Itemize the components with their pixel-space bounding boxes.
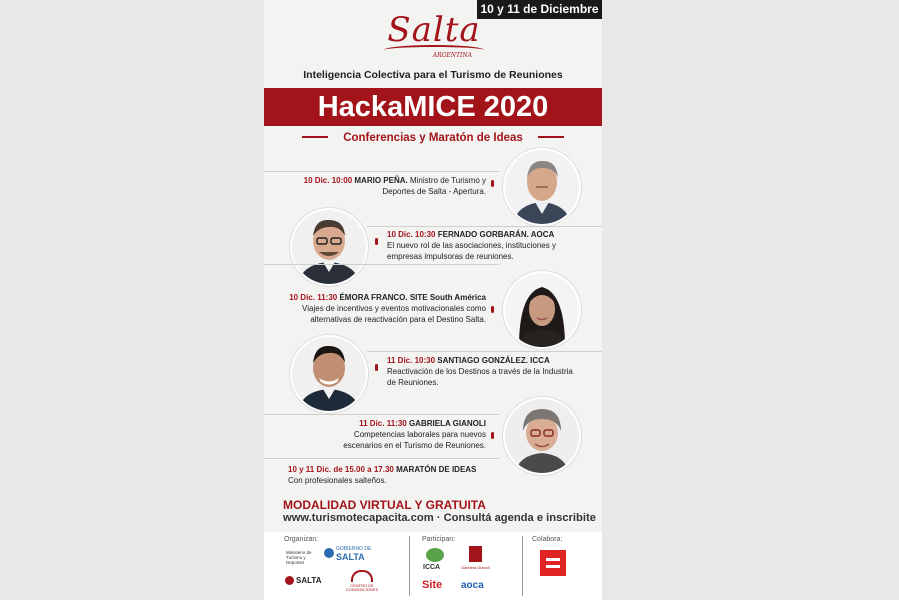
event-title: HackaMICE 2020 <box>264 88 602 126</box>
session-speaker: FERNADO GORBARÁN. AOCA <box>437 230 555 239</box>
icca-globe-icon <box>426 548 444 562</box>
divider <box>264 458 499 459</box>
tagline-row <box>264 128 602 144</box>
session-desc-line1: Reactivación de los Destinos a través de la Industria <box>387 367 573 376</box>
event-poster <box>264 0 602 600</box>
session-time: 11 Dic. 10:30 <box>387 356 436 365</box>
participan-label: Participan: <box>422 536 456 543</box>
divider <box>538 136 564 138</box>
colabora-logo-icon <box>540 550 566 576</box>
site-logo: Site <box>422 579 443 591</box>
session-speaker: GABRIELA GIANOLI <box>408 419 486 428</box>
speaker-photo-emora-franco <box>503 271 581 349</box>
speaker-photo-mario-pena <box>503 148 581 226</box>
divider <box>367 351 602 352</box>
session-time: 10 Dic. 10:30 <box>387 230 436 239</box>
session-item <box>288 464 498 486</box>
session-item <box>387 229 582 262</box>
modality-heading: MODALIDAD VIRTUAL Y GRATUITA <box>283 498 486 512</box>
aoca-logo: aoca <box>461 580 484 591</box>
bullet-icon <box>375 364 378 371</box>
divider <box>264 414 499 415</box>
salta-logo <box>374 12 494 62</box>
speaker-photo-fernado-gorbaran <box>290 208 368 286</box>
gg-badge-icon <box>469 546 482 562</box>
divider <box>264 171 499 172</box>
date-banner: 10 y 11 de Diciembre <box>477 0 602 19</box>
session-item <box>274 175 486 197</box>
session-item <box>274 418 486 451</box>
event-subtitle: Inteligencia Colectiva para el Turismo de Reuniones <box>303 69 563 81</box>
session-speaker: MARATÓN DE IDEAS <box>396 465 477 474</box>
session-desc-line1: Ministro de Turismo y <box>409 176 486 185</box>
speaker-photo-gabriela-gianoli <box>503 397 581 475</box>
bullet-icon <box>491 180 494 187</box>
divider <box>302 136 328 138</box>
divider <box>409 536 410 596</box>
session-item <box>387 355 582 388</box>
bullet-icon <box>491 432 494 439</box>
session-speaker: SANTIAGO GONZÁLEZ. ICCA <box>437 356 550 365</box>
logo-wordmark: Salta <box>387 10 481 50</box>
bullet-icon <box>375 238 378 245</box>
centro-arc-icon <box>351 570 373 582</box>
gobierno-text: GOBIERNO DE <box>336 546 372 552</box>
session-desc-line1: El nuevo rol de las asociaciones, instituciones y <box>387 241 556 250</box>
gianoli-logo: Gabriela Gianoli <box>461 565 490 570</box>
organizan-label: Organizan: <box>284 536 319 543</box>
session-time: 10 y 11 Dic. de 15.00 a 17.30 <box>288 465 394 474</box>
session-time: 10 Dic. 11:30 <box>289 293 338 302</box>
sun-icon <box>324 548 334 558</box>
website-link[interactable]: www.turismotecapacita.com · Consultá agenda e inscribite <box>283 512 596 524</box>
divider <box>264 264 499 265</box>
bullet-icon <box>491 306 494 313</box>
session-desc-line2: de Reuniones. <box>387 378 439 387</box>
salta-brand-logo: SALTA <box>296 576 322 585</box>
session-desc-line2: empresas impulsoras de reuniones. <box>387 252 514 261</box>
divider <box>367 226 602 227</box>
session-item <box>274 292 486 325</box>
salta-swirl-icon <box>285 576 294 585</box>
ministerio-logo: Ministerio de Turismo y Deportes <box>286 550 312 565</box>
session-speaker: ÉMORA FRANCO. SITE South América <box>339 293 486 302</box>
session-desc-line2: escenarios en el Turismo de Reuniones. <box>343 441 486 450</box>
gobierno-logo <box>336 547 371 562</box>
session-desc-line1: Con profesionales salteños. <box>288 476 387 485</box>
session-time: 11 Dic. 11:30 <box>359 419 407 428</box>
session-speaker: MARIO PEÑA. <box>354 176 408 185</box>
icca-logo: ICCA <box>423 564 441 571</box>
session-desc-line2: Deportes de Salta - Apertura. <box>382 187 486 196</box>
session-time: 10 Dic. 10:00 <box>303 176 353 185</box>
gobierno-salta-text: SALTA <box>336 552 365 562</box>
session-desc-line1: Competencias laborales para nuevos <box>353 430 486 439</box>
logo-subtext: ARGENTINA <box>432 52 472 59</box>
event-tagline: Conferencias y Maratón de Ideas <box>343 132 523 144</box>
divider <box>522 536 523 596</box>
session-desc-line2: alternativas de reactivación para el Destino Salta. <box>310 315 486 324</box>
sponsors-footer <box>264 532 602 600</box>
session-desc-line1: Viajes de incentivos y eventos motivacionales como <box>302 304 486 313</box>
speaker-photo-santiago-gonzalez <box>290 335 368 413</box>
colabora-label: Colabora: <box>532 536 563 543</box>
centro-convenciones-logo: CENTRO DE CONVENCIONES <box>345 583 379 592</box>
